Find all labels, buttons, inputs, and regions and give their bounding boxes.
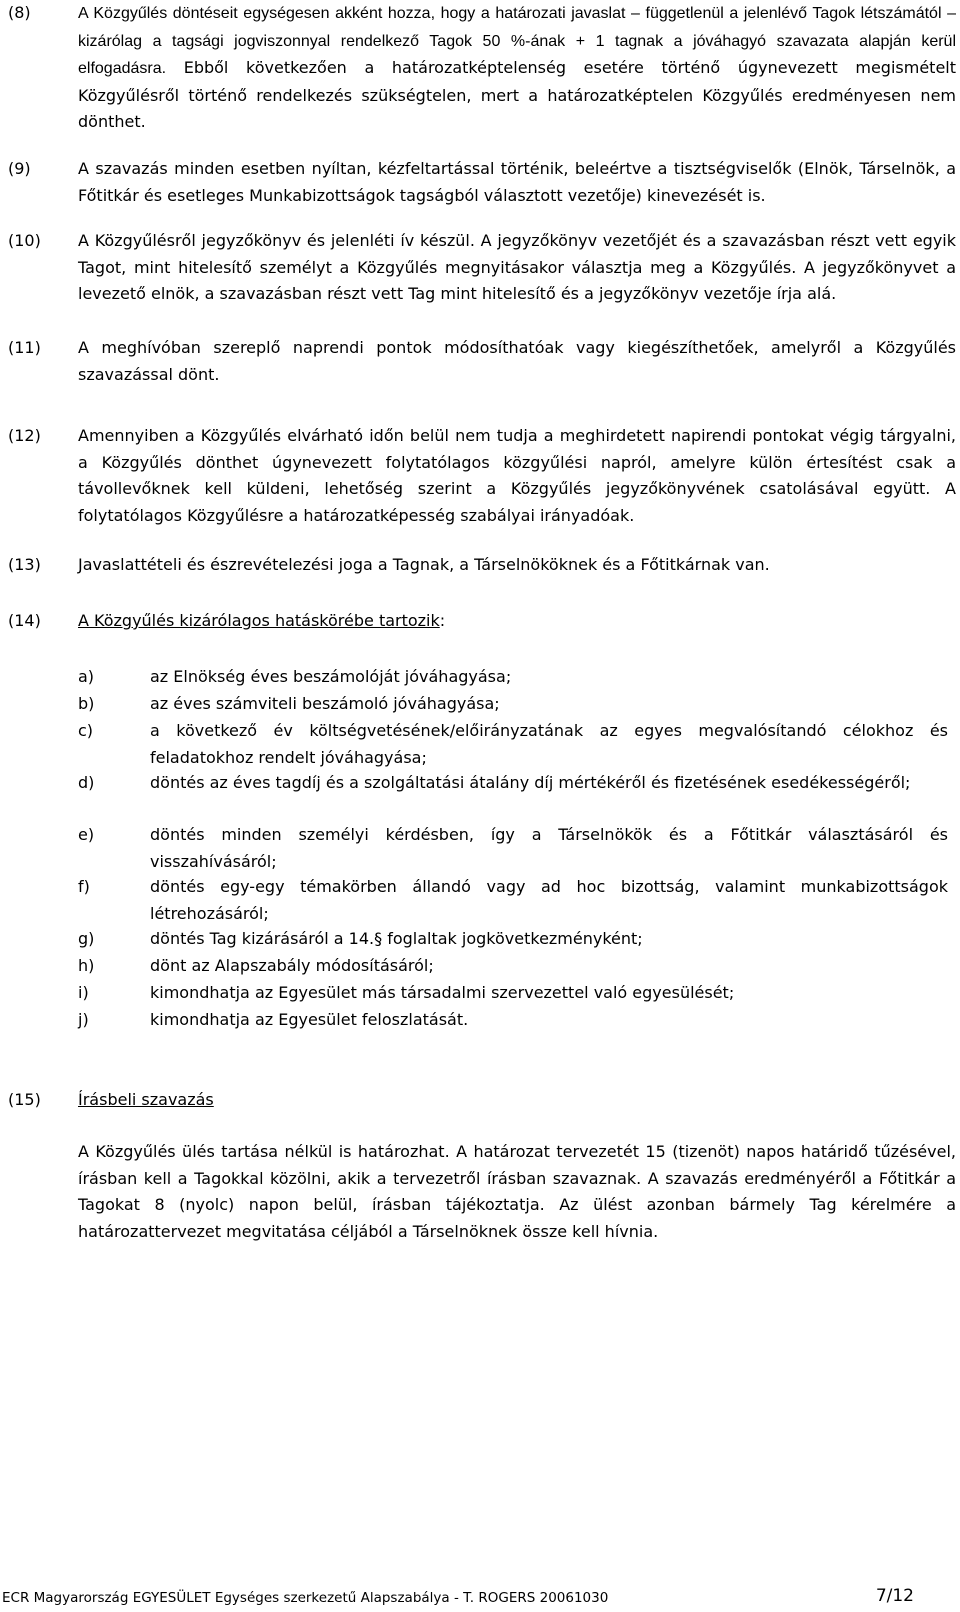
list-item-text: a következő év költségvetésének/előirányzatának az egyes megvalósítandó célokhoz és feladatokhoz rendelt jóváhagyása; <box>150 721 948 767</box>
list-item-text: kimondhatja az Egyesület feloszlatását. <box>150 1010 469 1029</box>
paragraph-14 <box>8 608 958 635</box>
page-footer <box>0 1588 960 1610</box>
paragraph-12 <box>8 423 958 529</box>
list-item <box>78 691 948 718</box>
list-item-letter: f) <box>78 877 90 896</box>
list-item-text: döntés Tag kizárásáról a 14.§ foglaltak jogkövetkezményként; <box>150 929 643 948</box>
list-item <box>78 980 948 1007</box>
footer-source: ECR Magyarország EGYESÜLET Egységes szerkezetű Alapszabálya - T. ROGERS 20061030 <box>2 1590 609 1606</box>
list-item-letter: a) <box>78 667 95 686</box>
section-heading: A Közgyűlés kizárólagos hatáskörébe tartozik <box>78 611 440 630</box>
list-item-letter: i) <box>78 983 89 1002</box>
page-number: 7/12 <box>875 1586 914 1606</box>
paragraph-text-part-b: Ebből következően a határozatképtelenség esetére történő úgynevezett megismételt Közgyűlésről történő rendelkezés szükségtelen, mert a határozatképtelen Közgyűlés eredményesen nem dönthet. <box>78 58 956 131</box>
paragraph-number: (10) <box>8 231 41 250</box>
list-item <box>78 718 948 770</box>
paragraph-text: A Közgyűlés ülés tartása nélkül is határozhat. A határozat tervezetét 15 (tizenöt) napos határidő tűzésével, írásban kell a Tagokkal közölni, akik a tervezetről írásban szavaznak. A szavazás eredményéről a Főtitkár a Tagokat 8 (nyolc) napon belül, írásban tájékoztatja. Az ülést azonban bármely Tag kérelmére a határozattervezet megvitatása céljából a Társelnöknek össze kell hívnia. <box>78 1142 956 1241</box>
paragraph-text: Amennyiben a Közgyűlés elvárható időn belül nem tudja a meghirdetett napirendi pontokat végig tárgyalni, a Közgyűlés dönthet úgynevezett folytatólagos közgyűlési napról, amelyre külön értesítést csak a távollevőknek kell küldeni, lehetőség szerint a Közgyűlés jegyzőkönyvének csatolásával együtt. A folytatólagos Közgyűlésre a határozatképesség szabályai irányadóak. <box>78 426 956 525</box>
section-heading: Írásbeli szavazás <box>78 1090 214 1109</box>
paragraph-15 <box>8 1087 958 1114</box>
list-item-letter: b) <box>78 694 95 713</box>
paragraph-text: A Közgyűlésről jegyzőkönyv és jelenléti ív készül. A jegyzőkönyv vezetőjét és a szavazásban részt vett egyik Tagot, mint hitelesítő személyt a Közgyűlés megnyitásakor választja meg a Közgyűlés. A jegyzőkönyvet a levezető elnök, a szavazásban részt vett Tag mint hitelesítő és a jegyzőkönyv vezetője írja alá. <box>78 231 956 303</box>
list-item <box>78 822 948 874</box>
list-item <box>78 874 948 926</box>
paragraph-number: (14) <box>8 611 41 630</box>
list-item-text: az éves számviteli beszámoló jóváhagyása; <box>150 694 500 713</box>
paragraph-text: Javaslattételi és észrevételezési joga a Tagnak, a Társelnököknek és a Főtitkárnak van. <box>78 555 770 574</box>
list-item <box>78 770 948 822</box>
list-item-letter: e) <box>78 825 95 844</box>
list-item-text: döntés minden személyi kérdésben, így a Társelnökök és a Főtitkár választásáról és visszahívásáról; <box>150 825 948 871</box>
paragraph-10 <box>8 228 958 308</box>
paragraph-number: (12) <box>8 426 41 445</box>
paragraph-text: A szavazás minden esetben nyíltan, kézfeltartással történik, beleértve a tisztségviselők (Elnök, Társelnök, a Főtitkár és esetleges Munkabizottságok tagságból választott vezetője) kinevezését is. <box>78 159 956 205</box>
list-item-text: az Elnökség éves beszámolóját jóváhagyása; <box>150 667 512 686</box>
paragraph-13 <box>8 552 958 579</box>
list-item-text: dönt az Alapszabály módosításáról; <box>150 956 434 975</box>
paragraph-15-body <box>8 1139 958 1245</box>
paragraph-number: (13) <box>8 555 41 574</box>
list-item-letter: d) <box>78 773 95 792</box>
paragraph-11 <box>8 335 958 388</box>
paragraph-8 <box>8 0 958 136</box>
paragraph-number: (11) <box>8 338 41 357</box>
paragraph-number: (9) <box>8 159 31 178</box>
list-item <box>78 1007 948 1034</box>
list-item-letter: h) <box>78 956 95 975</box>
paragraph-number: (8) <box>8 3 31 22</box>
powers-list <box>78 664 948 1034</box>
paragraph-heading <box>78 1087 956 1114</box>
list-item-text: döntés az éves tagdíj és a szolgáltatási átalány díj mértékéről és fizetésének esedékességéről; <box>150 773 911 792</box>
heading-colon: : <box>439 611 446 630</box>
list-item-letter: c) <box>78 721 94 740</box>
paragraph-text <box>78 0 956 136</box>
paragraph-number: (15) <box>8 1090 41 1109</box>
list-item-text: kimondhatja az Egyesület más társadalmi szervezettel való egyesülését; <box>150 983 735 1002</box>
list-item <box>78 664 948 691</box>
paragraph-9 <box>8 156 958 209</box>
paragraph-text: A meghívóban szereplő naprendi pontok módosíthatóak vagy kiegészíthetőek, amelyről a Közgyűlés szavazással dönt. <box>78 338 956 384</box>
list-item-letter: g) <box>78 929 95 948</box>
list-item <box>78 953 948 980</box>
paragraph-heading <box>78 608 956 635</box>
list-item <box>78 926 948 953</box>
list-item-text: döntés egy-egy témakörben állandó vagy ad hoc bizottság, valamint munkabizottságok létrehozásáról; <box>150 877 948 923</box>
paragraph-text-part-a: A Közgyűlés döntéseit egységesen akként hozza, hogy a határozati javaslat – függetlenül a jelenlévő Tagok létszámától – kizárólag a tagsági jogviszonnyal rendelkező Tagok 50 %-ának + 1 tagnak a jóváhagyó szavazata alapján kerül elfogadásra. <box>78 5 956 77</box>
list-item-letter: j) <box>78 1010 89 1029</box>
